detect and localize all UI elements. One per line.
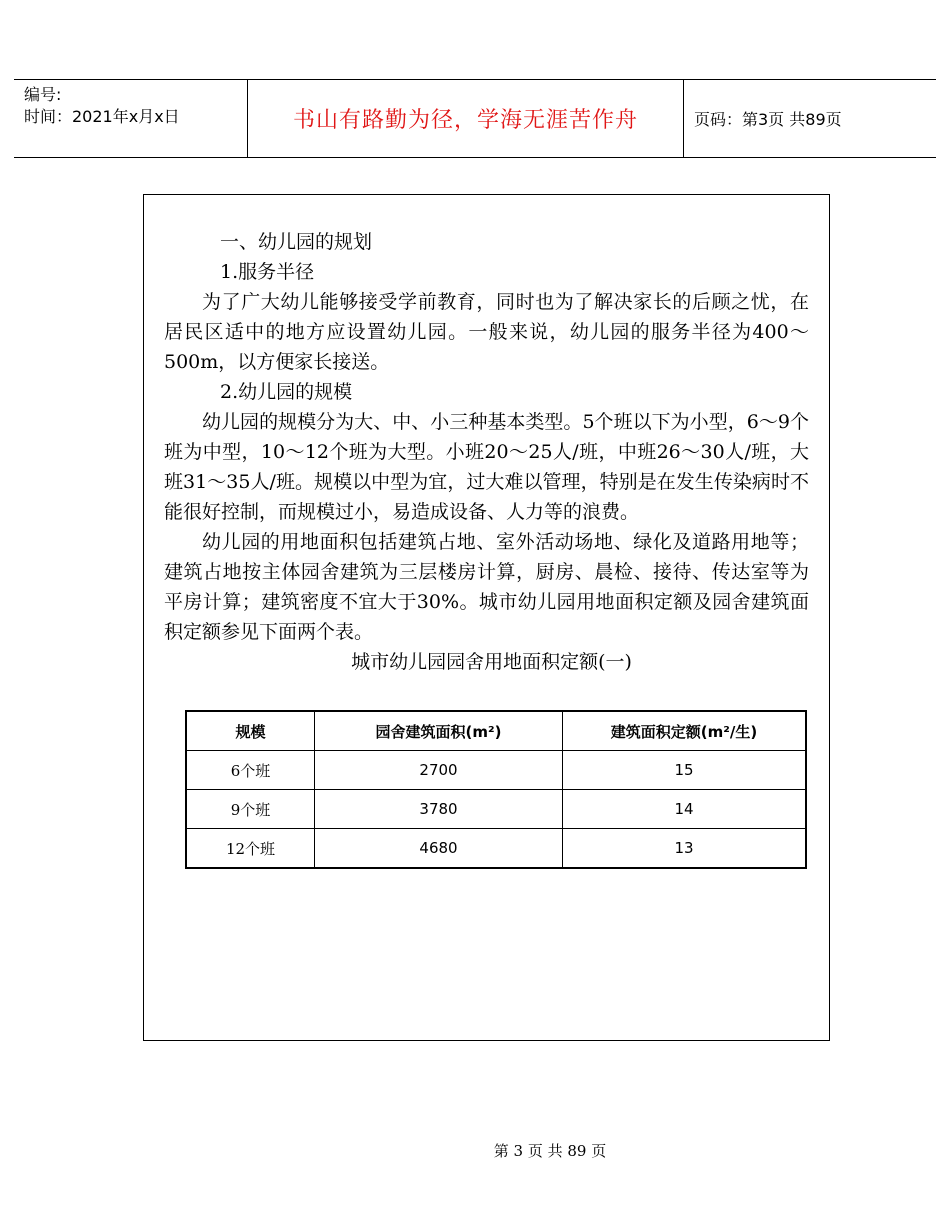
paragraph-scale: 幼儿园的规模分为大、中、小三种基本类型。5个班以下为小型，6～9个班为中型，10～12个班为大型。小班20～25人/班，中班26～30人/班，大班31～35人/班。规模以中型为宜，过大难以管理，特别是在发生传染病时不能很好控制，而规模过小，易造成设备、人力等的浪费。	[164, 411, 809, 523]
cell-scale: 12个班	[186, 829, 315, 869]
header-motto: 书山有路勤为径，学海无涯苦作舟	[248, 80, 684, 157]
header-scale: 规模	[186, 711, 315, 751]
cell-area-quota: 13	[563, 829, 807, 869]
page-info-text: 页码：第3页 共89页	[694, 110, 842, 129]
content-box	[143, 194, 830, 1041]
body-text	[164, 227, 809, 677]
cell-area-quota: 14	[563, 790, 807, 829]
table-row	[186, 790, 806, 829]
cell-area-quota: 15	[563, 751, 807, 790]
page-header	[14, 79, 936, 158]
header-area-quota: 建筑面积定额(m²/生)	[563, 711, 807, 751]
cell-scale: 6个班	[186, 751, 315, 790]
cell-building-area: 4680	[315, 829, 563, 869]
serial-label: 编号:	[24, 85, 62, 104]
table-header-row	[186, 711, 806, 751]
cell-building-area: 2700	[315, 751, 563, 790]
table-caption: 城市幼儿园园舍用地面积定额(一)	[351, 651, 632, 673]
subheading-scale: 2.幼儿园的规模	[220, 381, 353, 403]
table-row	[186, 751, 806, 790]
paragraph-land-area: 幼儿园的用地面积包括建筑占地、室外活动场地、绿化及道路用地等；建筑占地按主体园舍建筑为三层楼房计算，厨房、晨检、接待、传达室等为平房计算；建筑密度不宜大于30%。城市幼儿园用地面积定额及园舍建筑面积定额参见下面两个表。	[164, 531, 809, 643]
subheading-service-radius: 1.服务半径	[220, 261, 315, 283]
time-label: 时间：2021年x月x日	[24, 107, 180, 126]
page-footer: 第 3 页 共 89 页	[493, 1142, 607, 1160]
cell-scale: 9个班	[186, 790, 315, 829]
header-building-area: 园舍建筑面积(m²)	[315, 711, 563, 751]
cell-building-area: 3780	[315, 790, 563, 829]
paragraph-service-radius: 为了广大幼儿能够接受学前教育，同时也为了解决家长的后顾之忧，在居民区适中的地方应设置幼儿园。一般来说，幼儿园的服务半径为400～500m，以方便家长接送。	[164, 291, 809, 373]
area-quota-table	[185, 710, 807, 869]
section-heading: 一、幼儿园的规划	[220, 231, 373, 253]
header-meta	[14, 80, 248, 157]
header-page-info	[684, 80, 936, 157]
table-row	[186, 829, 806, 869]
